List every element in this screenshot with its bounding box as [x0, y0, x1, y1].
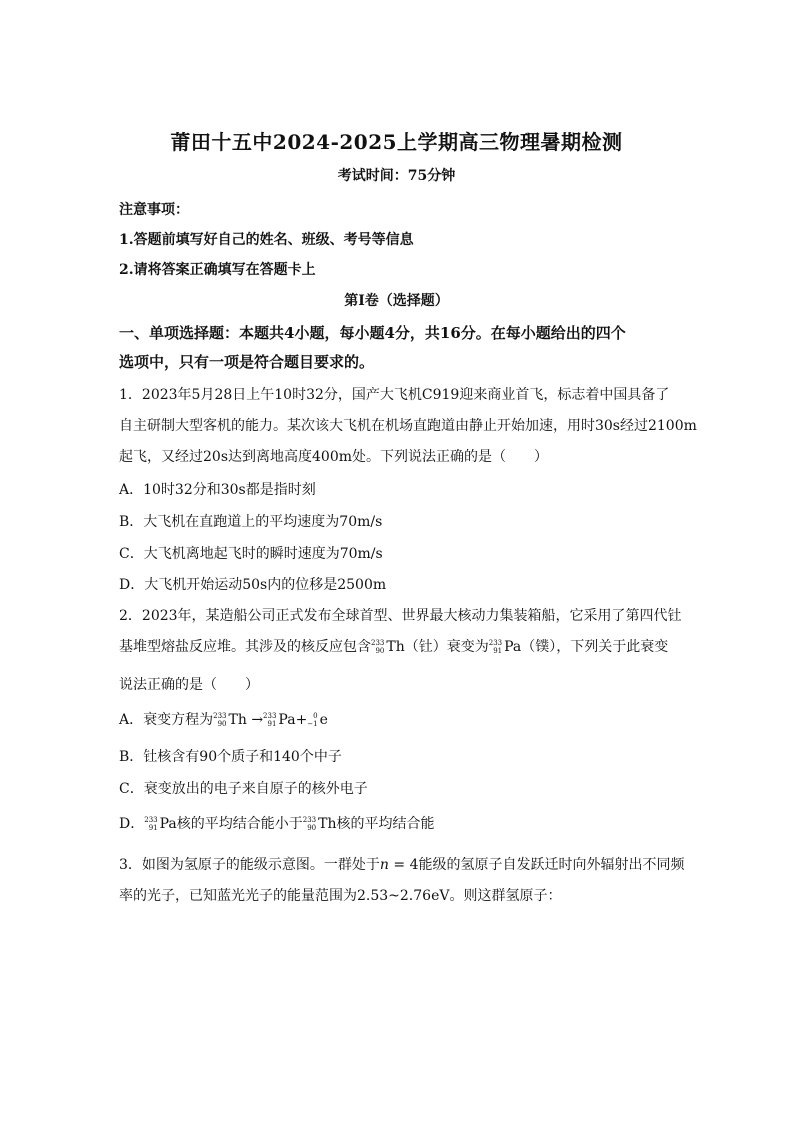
q3-stem-line-2: 率的光子，已知蓝光光子的能量范围为2.53~2.76eV。则这群氢原子：: [119, 888, 562, 904]
q3-stem-line-1-post: 能级的氢原子自发跃迁时向外辐射出不同频: [418, 857, 685, 873]
reaction-arrow: →: [251, 712, 264, 728]
q1-option-b: B．大飞机在直跑道上的平均速度为70m/s: [119, 514, 383, 530]
note-1: 1.答题前填写好自己的姓名、班级、考号等信息: [119, 232, 414, 248]
part-title: 第I卷（选择题）: [344, 293, 449, 309]
optd-pa-charge: 91: [148, 824, 158, 832]
q2-stem-line-1: 2．2023年，某造船公司正式发布全球首型、世界最大核动力集装箱船，它采用了第四代钍: [119, 608, 682, 624]
eq-e-charge: −1: [307, 720, 318, 728]
eq-th-symbol: Th: [228, 712, 247, 728]
optd-pa-mass: 233: [144, 816, 158, 824]
note-2: 2.请将答案正确填写在答题卡上: [119, 262, 316, 278]
q2-stem-line-2-mid: （钍）衰变为: [404, 639, 489, 655]
thorium-nuclide: [371, 639, 405, 655]
n-equals-value: = 4: [388, 857, 419, 873]
protactinium-nuclide: [489, 639, 522, 655]
pa-atomic-number: 91: [493, 647, 503, 655]
eq-thorium: [213, 712, 247, 728]
notes-heading: 注意事项：: [119, 202, 189, 218]
q2-option-d-post: 核的平均结合能: [336, 816, 435, 832]
q1-option-d: D．大飞机开始运动50s内的位移是2500m: [119, 577, 387, 593]
q1-option-a: A．10时32分和30s都是指时刻: [119, 482, 316, 498]
n-variable: n: [379, 857, 389, 873]
section-heading-line-2: 选项中，只有一项是符合题目要求的。: [119, 353, 375, 371]
q3-stem-line-1: [119, 854, 684, 874]
eq-pa-mass: 233: [263, 712, 277, 720]
eq-e-mass: 0: [313, 712, 318, 720]
q2-option-a-pre: A．衰变方程为: [119, 712, 214, 728]
th-atomic-number: 90: [375, 647, 385, 655]
q2-stem-line-3: 说法正确的是（ ）: [119, 677, 259, 693]
eq-pa-symbol: Pa: [278, 712, 296, 728]
exam-title: 莆田十五中2024-2025上学期高三物理暑期检测: [170, 130, 623, 154]
reaction-plus: +: [295, 712, 308, 728]
eq-electron: [307, 712, 328, 728]
th-mass-number: 233: [371, 639, 385, 647]
exam-time: 考试时间：75分钟: [337, 168, 456, 184]
q2-option-a: [119, 709, 328, 729]
q2-option-c: C．衰变放出的电子来自原子的核外电子: [119, 781, 368, 797]
eq-protactinium: [263, 712, 296, 728]
q3-stem-line-1-pre: 3．如图为氢原子的能级示意图。一群处于: [119, 857, 380, 873]
eq-pa-charge: 91: [267, 720, 277, 728]
eq-th-charge: 90: [217, 720, 227, 728]
q2-option-d-mid: 核的平均结合能小于: [176, 816, 303, 832]
optd-th-mass: 233: [302, 816, 317, 824]
q1-stem-line-3: 起飞，又经过20s达到离地高度400m处。下列说法正确的是（ ）: [119, 449, 548, 465]
section-heading-line-1: 一、单项选择题：本题共4小题，每小题4分，共16分。在每小题给出的四个: [119, 324, 626, 342]
optd-th-symbol: Th: [318, 816, 337, 832]
q1-stem-line-2: 自主研制大型客机的能力。某次该大飞机在机场直跑道由静止开始加速，用时30s经过2100m: [119, 418, 697, 434]
pa-mass-number: 233: [488, 639, 503, 647]
q2-option-b: B．钍核含有90个质子和140个中子: [119, 749, 342, 765]
q2-stem-line-2: [119, 636, 668, 656]
th-symbol: Th: [386, 639, 405, 655]
eq-e-symbol: e: [319, 712, 328, 728]
q1-option-c: C．大飞机离地起飞时的瞬时速度为70m/s: [119, 546, 383, 562]
q2-option-d-pre: D．: [119, 816, 145, 832]
q2-option-d: [119, 813, 434, 833]
q1-stem-line-1: 1．2023年5月28日上午10时32分，国产大飞机C919迎来商业首飞，标志着中国具备了: [119, 387, 670, 403]
optd-protactinium: [144, 816, 177, 832]
optd-thorium: [303, 816, 337, 832]
q2-stem-line-2-post: （镤），下列关于此衰变: [521, 639, 669, 655]
optd-pa-symbol: Pa: [159, 816, 177, 832]
q2-stem-line-2-pre: 基堆型熔盐反应堆。其涉及的核反应包含: [119, 639, 371, 655]
eq-th-mass: 233: [213, 712, 227, 720]
optd-th-charge: 90: [307, 824, 317, 832]
pa-symbol: Pa: [504, 639, 522, 655]
